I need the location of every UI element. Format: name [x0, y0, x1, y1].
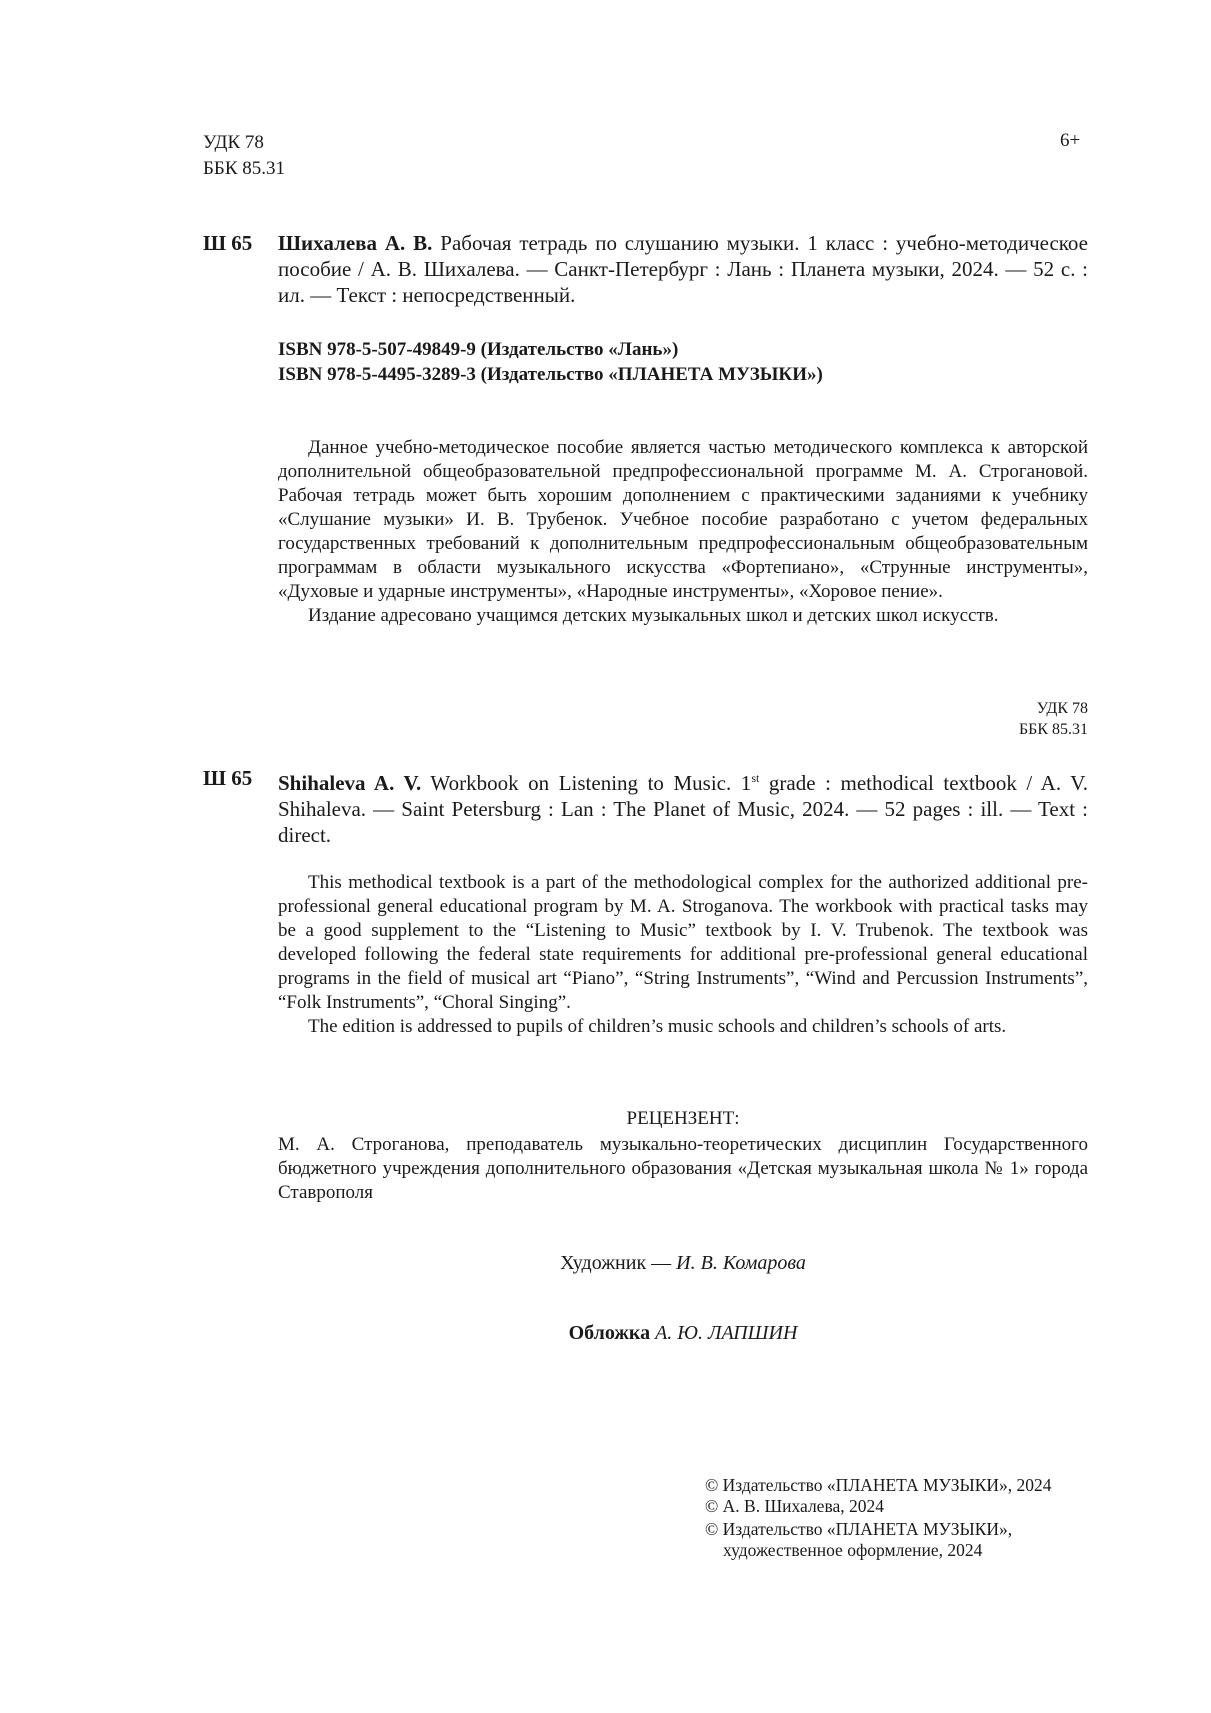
annotation-paragraph: Издание адресовано учащимся детских музыкальных школ и детских школ искусств. — [308, 605, 999, 626]
isbn-line: ISBN 978-5-507-49849-9 (Издательство «Лань») — [278, 339, 679, 360]
udk-code: УДК 78 — [203, 132, 264, 153]
entry-text: grade : methodical textbook / A. V. Shihaleva. — Saint Petersburg : Lan : The Planet of Music, 2024. — 52 pages : ill. — Text : direct. — [278, 771, 1088, 847]
age-rating: 6+ — [1060, 130, 1081, 151]
reviewer-heading: РЕЦЕНЗЕНТ: — [626, 1108, 740, 1129]
copyright-line: © Издательство «ПЛАНЕТА МУЗЫКИ», — [705, 1519, 1013, 1539]
copyright-line: художественное оформление, 2024 — [723, 1540, 983, 1560]
entry-author: Шихалева А. В. — [278, 231, 433, 255]
annotation-paragraph: This methodical textbook is a part of the methodological complex for the authorized additional pre-professional general educational program by M. A. Stroganova. The workbook with practical tasks may be a good supplement to the “Listening to Music” textbook by I. V. Trubenok. The textbook was developed following the federal state requirements for additional pre-professional general educational programs in the field of musical art “Piano”, “String Instruments”, “Wind and Percussion Instruments”, “Folk Instruments”, “Choral Singing”. — [278, 872, 1088, 1013]
bbk-code: ББК 85.31 — [1018, 721, 1088, 738]
entry-body — [278, 230, 1088, 308]
reviewer-block — [278, 1107, 1088, 1205]
bibliographic-entry-en — [203, 765, 1088, 848]
entry-text: Workbook on Listening to Music. 1 — [421, 771, 752, 795]
artist-credit — [278, 1252, 1088, 1275]
annotation-ru — [278, 436, 1088, 628]
copyright-block — [705, 1475, 1052, 1561]
bibliographic-entry-ru — [203, 230, 1088, 308]
annotation-paragraph: Данное учебно-методическое пособие является частью методического комплекса к авторской дополнительной общеобразовательной предпрофессиональной программе М. А. Строгановой. Рабочая тетрадь может быть хорошим дополнением с практическими заданиями к учебнику «Слушание музыки» И. В. Трубенок. Учебное пособие разработано с учетом федеральных государственных требований к дополнительным предпрофессиональным общеобразовательным программам в области музыкального искусства «Фортепиано», «Струнные инструменты», «Духовые и ударные инструменты», «Народные инструменты», «Хоровое пение». — [278, 437, 1088, 602]
isbn-line: ISBN 978-5-4495-3289-3 (Издательство «ПЛАНЕТА МУЗЫКИ») — [278, 364, 823, 385]
annotation-paragraph: The edition is addressed to pupils of children’s music schools and children’s schools of arts. — [308, 1016, 1007, 1037]
annotation-en — [278, 871, 1088, 1039]
reviewer-text: М. А. Строганова, преподаватель музыкально-теоретических дисциплин Государственного бюджетного учреждения дополнительного образования «Детская музыкальная школа № 1» города Ставрополя — [278, 1134, 1088, 1203]
cover-credit — [278, 1322, 1088, 1345]
author-mark: Ш 65 — [203, 766, 253, 790]
cover-name: А. Ю. ЛАПШИН — [650, 1322, 798, 1344]
artist-label: Художник — — [560, 1252, 677, 1274]
entry-author: Shihaleva A. V. — [278, 771, 422, 795]
copyright-line: © Издательство «ПЛАНЕТА МУЗЫКИ», 2024 — [705, 1475, 1052, 1495]
copyright-line: © А. В. Шихалева, 2024 — [705, 1496, 884, 1516]
classification-codes-right — [1000, 698, 1088, 740]
cover-label: Обложка — [568, 1322, 651, 1344]
isbn-block — [278, 337, 823, 387]
udk-code: УДК 78 — [1036, 700, 1088, 717]
author-mark: Ш 65 — [203, 231, 253, 255]
bbk-code: ББК 85.31 — [203, 158, 285, 179]
ordinal-suffix: st — [751, 771, 760, 785]
classification-codes — [203, 130, 285, 182]
entry-body — [278, 765, 1088, 848]
entry-text: Рабочая тетрадь по слушанию музыки. 1 класс : учебно-методическое пособие / А. В. Шихалева. — Санкт-Петербург : Лань : Планета музыки, 2024. — 52 с. : ил. — Текст : непосредственный. — [278, 231, 1089, 307]
artist-name: И. В. Комарова — [676, 1252, 806, 1274]
